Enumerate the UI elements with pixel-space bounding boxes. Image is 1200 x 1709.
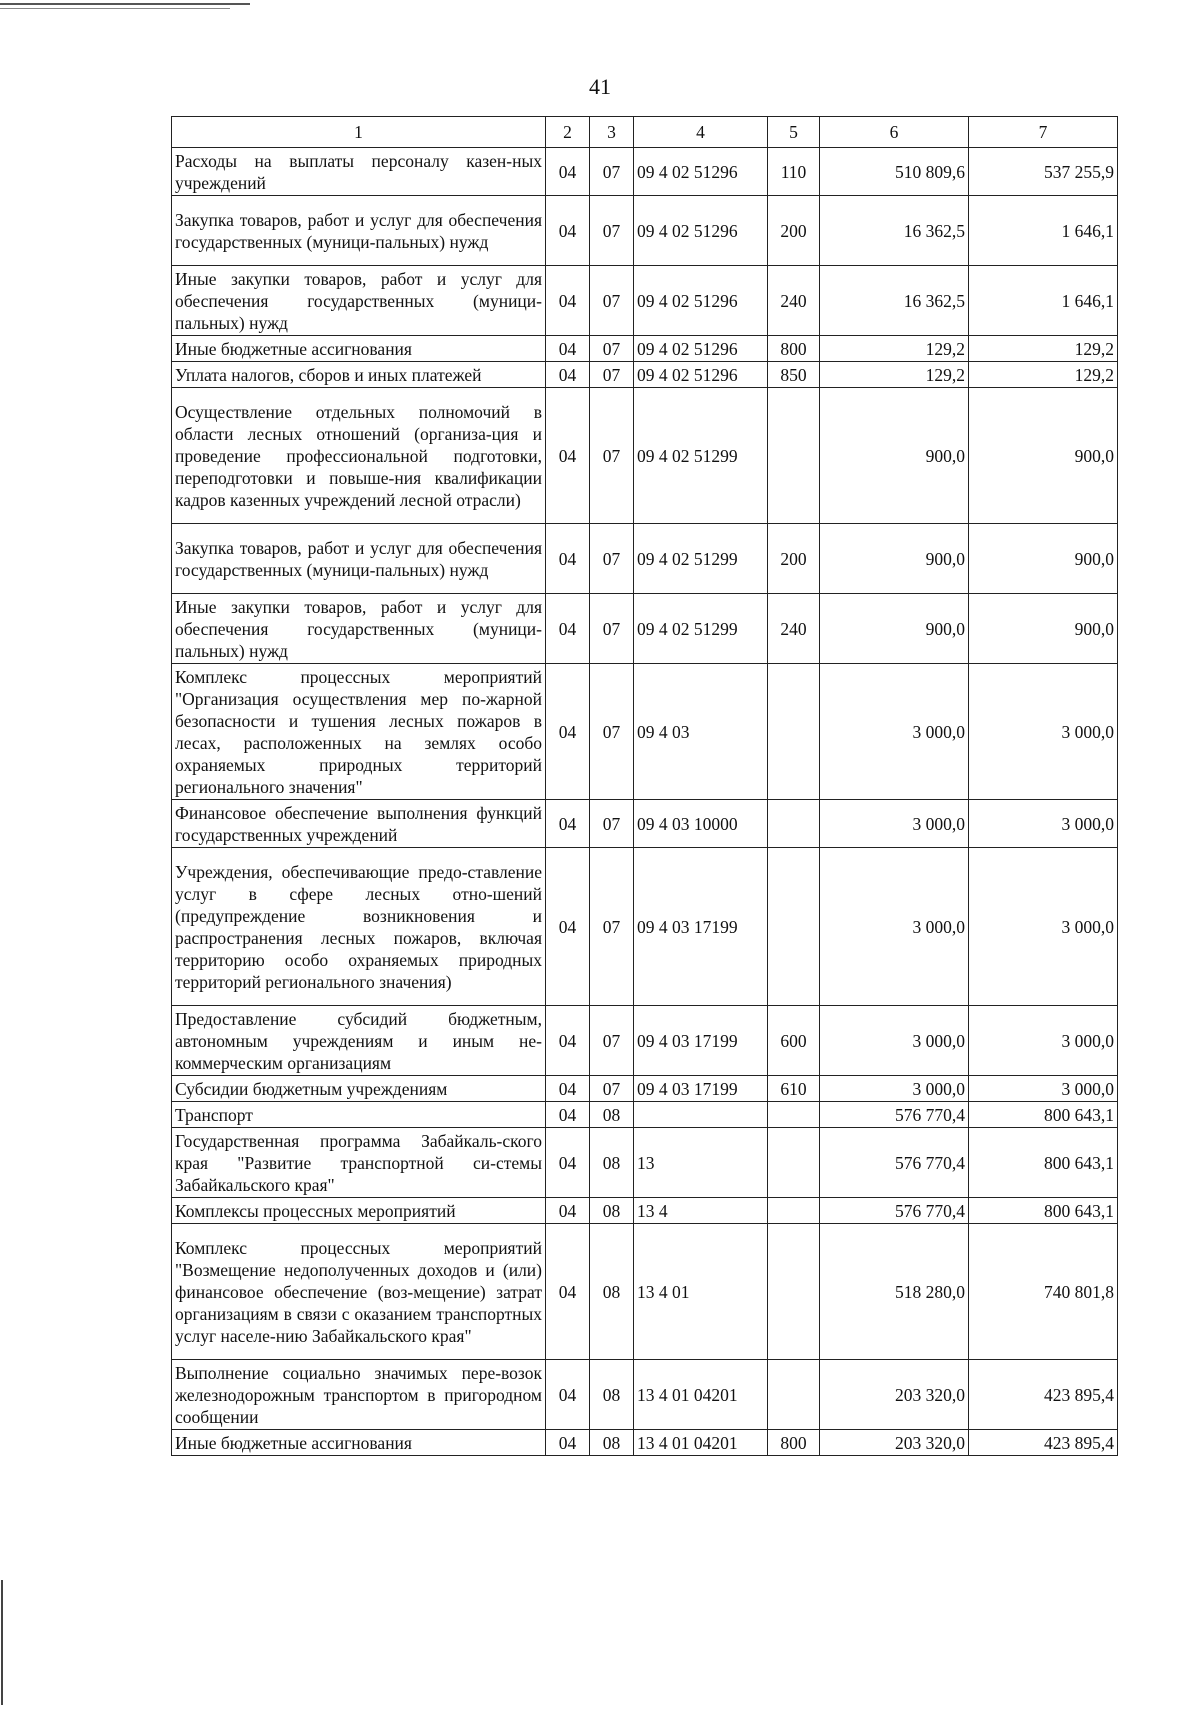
expense-type-cell: 850 — [768, 362, 820, 388]
section-code-cell: 04 — [546, 196, 590, 266]
expense-name-cell: Осуществление отдельных полномочий в области лесных отношений (организа-ция и проведение профессиональной подготовки, переподготовки и повыше-ния квалификации кадров казенных учреждений лесной отрасли) — [172, 388, 546, 524]
expense-name-cell: Комплекс процессных мероприятий "Организация осуществления мер по-жарной безопасности и тушения лесных пожаров в лесах, расположенных на землях особо охраняемых природных территорий регионального значения" — [172, 664, 546, 800]
target-article-cell — [634, 1102, 768, 1128]
expense-type-cell: 800 — [768, 1430, 820, 1456]
subsection-code-cell: 08 — [590, 1102, 634, 1128]
subsection-code-cell: 07 — [590, 594, 634, 664]
subsection-code-cell: 07 — [590, 848, 634, 1006]
table-row — [172, 800, 1118, 848]
table-row — [172, 594, 1118, 664]
table-row — [172, 848, 1118, 1006]
expense-name-cell: Расходы на выплаты персоналу казен-ных учреждений — [172, 148, 546, 196]
section-code-cell: 04 — [546, 664, 590, 800]
section-code-cell: 04 — [546, 1006, 590, 1076]
amount-cell: 900,0 — [820, 388, 969, 524]
target-article-cell: 09 4 02 51296 — [634, 266, 768, 336]
expense-type-cell: 240 — [768, 594, 820, 664]
expense-name-cell: Транспорт — [172, 1102, 546, 1128]
section-code-cell: 04 — [546, 848, 590, 1006]
target-article-cell: 09 4 03 17199 — [634, 1076, 768, 1102]
subsection-code-cell: 07 — [590, 1006, 634, 1076]
header-cell: 3 — [590, 117, 634, 148]
target-article-cell: 09 4 03 10000 — [634, 800, 768, 848]
header-cell: 2 — [546, 117, 590, 148]
section-code-cell: 04 — [546, 1198, 590, 1224]
expense-name-cell: Закупка товаров, работ и услуг для обеспечения государственных (муници-пальных) нужд — [172, 524, 546, 594]
target-article-cell: 09 4 02 51299 — [634, 594, 768, 664]
section-code-cell: 04 — [546, 1128, 590, 1198]
target-article-cell: 09 4 02 51296 — [634, 362, 768, 388]
expense-type-cell — [768, 388, 820, 524]
section-code-cell: 04 — [546, 148, 590, 196]
section-code-cell: 04 — [546, 800, 590, 848]
table-row — [172, 1224, 1118, 1360]
amount-cell: 537 255,9 — [969, 148, 1118, 196]
table-row — [172, 1076, 1118, 1102]
amount-cell: 900,0 — [969, 594, 1118, 664]
expense-type-cell — [768, 800, 820, 848]
table-row — [172, 362, 1118, 388]
header-cell: 6 — [820, 117, 969, 148]
amount-cell: 3 000,0 — [969, 664, 1118, 800]
amount-cell: 129,2 — [969, 362, 1118, 388]
amount-cell: 900,0 — [820, 524, 969, 594]
amount-cell: 16 362,5 — [820, 196, 969, 266]
expense-name-cell: Иные закупки товаров, работ и услуг для обеспечения государственных (муници-пальных) нужд — [172, 266, 546, 336]
amount-cell: 900,0 — [969, 524, 1118, 594]
section-code-cell: 04 — [546, 388, 590, 524]
expense-name-cell: Иные закупки товаров, работ и услуг для обеспечения государственных (муници-пальных) нужд — [172, 594, 546, 664]
target-article-cell: 09 4 02 51296 — [634, 148, 768, 196]
expense-type-cell — [768, 1224, 820, 1360]
amount-cell: 800 643,1 — [969, 1198, 1118, 1224]
subsection-code-cell: 08 — [590, 1198, 634, 1224]
table-row — [172, 1360, 1118, 1430]
table-row — [172, 1198, 1118, 1224]
amount-cell: 203 320,0 — [820, 1360, 969, 1430]
section-code-cell: 04 — [546, 266, 590, 336]
amount-cell: 3 000,0 — [820, 1006, 969, 1076]
section-code-cell: 04 — [546, 336, 590, 362]
amount-cell: 576 770,4 — [820, 1128, 969, 1198]
expense-name-cell: Государственная программа Забайкаль-ского края "Развитие транспортной си-стемы Забайкальского края" — [172, 1128, 546, 1198]
subsection-code-cell: 07 — [590, 388, 634, 524]
subsection-code-cell: 08 — [590, 1430, 634, 1456]
expense-type-cell: 800 — [768, 336, 820, 362]
amount-cell: 576 770,4 — [820, 1102, 969, 1128]
amount-cell: 576 770,4 — [820, 1198, 969, 1224]
expense-type-cell — [768, 664, 820, 800]
subsection-code-cell: 07 — [590, 336, 634, 362]
amount-cell: 3 000,0 — [820, 848, 969, 1006]
section-code-cell: 04 — [546, 1102, 590, 1128]
table-row — [172, 388, 1118, 524]
amount-cell: 129,2 — [820, 362, 969, 388]
target-article-cell: 09 4 02 51296 — [634, 336, 768, 362]
header-row — [172, 117, 1118, 148]
subsection-code-cell: 08 — [590, 1360, 634, 1430]
subsection-code-cell: 08 — [590, 1224, 634, 1360]
subsection-code-cell: 07 — [590, 196, 634, 266]
expense-name-cell: Выполнение социально значимых пере-возок железнодорожным транспортом в пригородном сообщении — [172, 1360, 546, 1430]
expense-type-cell — [768, 1128, 820, 1198]
expense-type-cell — [768, 1360, 820, 1430]
expense-type-cell: 610 — [768, 1076, 820, 1102]
table-row — [172, 1006, 1118, 1076]
target-article-cell: 09 4 02 51299 — [634, 388, 768, 524]
amount-cell: 900,0 — [820, 594, 969, 664]
section-code-cell: 04 — [546, 594, 590, 664]
table-row — [172, 664, 1118, 800]
target-article-cell: 13 4 01 — [634, 1224, 768, 1360]
expense-name-cell: Финансовое обеспечение выполнения функций государственных учреждений — [172, 800, 546, 848]
expense-name-cell: Иные бюджетные ассигнования — [172, 1430, 546, 1456]
subsection-code-cell: 07 — [590, 524, 634, 594]
subsection-code-cell: 07 — [590, 800, 634, 848]
subsection-code-cell: 08 — [590, 1128, 634, 1198]
amount-cell: 800 643,1 — [969, 1128, 1118, 1198]
section-code-cell: 04 — [546, 1224, 590, 1360]
target-article-cell: 13 4 — [634, 1198, 768, 1224]
section-code-cell: 04 — [546, 1360, 590, 1430]
amount-cell: 800 643,1 — [969, 1102, 1118, 1128]
expense-type-cell: 200 — [768, 196, 820, 266]
amount-cell: 423 895,4 — [969, 1360, 1118, 1430]
scan-edge-line — [0, 8, 230, 9]
target-article-cell: 09 4 02 51299 — [634, 524, 768, 594]
section-code-cell: 04 — [546, 1076, 590, 1102]
amount-cell: 129,2 — [820, 336, 969, 362]
subsection-code-cell: 07 — [590, 1076, 634, 1102]
subsection-code-cell: 07 — [590, 664, 634, 800]
table-row — [172, 148, 1118, 196]
amount-cell: 510 809,6 — [820, 148, 969, 196]
header-cell: 5 — [768, 117, 820, 148]
budget-table — [171, 116, 1118, 1456]
expense-type-cell: 600 — [768, 1006, 820, 1076]
table-row — [172, 1430, 1118, 1456]
amount-cell: 3 000,0 — [820, 1076, 969, 1102]
target-article-cell: 09 4 03 17199 — [634, 848, 768, 1006]
page-number: 41 — [589, 74, 611, 99]
amount-cell: 3 000,0 — [820, 664, 969, 800]
amount-cell: 3 000,0 — [969, 1006, 1118, 1076]
amount-cell: 3 000,0 — [820, 800, 969, 848]
section-code-cell: 04 — [546, 1430, 590, 1456]
expense-type-cell: 200 — [768, 524, 820, 594]
table-row — [172, 336, 1118, 362]
expense-name-cell: Комплекс процессных мероприятий "Возмещение недополученных доходов и (или) финансовое обеспечение (воз-мещение) затрат организациям в связи с оказанием транспортных услуг населе-нию Забайкальского края" — [172, 1224, 546, 1360]
amount-cell: 16 362,5 — [820, 266, 969, 336]
header-cell: 7 — [969, 117, 1118, 148]
expense-type-cell — [768, 1198, 820, 1224]
target-article-cell: 13 4 01 04201 — [634, 1430, 768, 1456]
amount-cell: 3 000,0 — [969, 848, 1118, 1006]
header-cell: 4 — [634, 117, 768, 148]
target-article-cell: 09 4 03 17199 — [634, 1006, 768, 1076]
section-code-cell: 04 — [546, 524, 590, 594]
target-article-cell: 13 — [634, 1128, 768, 1198]
expense-name-cell: Учреждения, обеспечивающие предо-ставление услуг в сфере лесных отно-шений (предупреждение возникновения и распространения лесных пожаров, включая территорию особо охраняемых природных территорий регионального значения) — [172, 848, 546, 1006]
amount-cell: 900,0 — [969, 388, 1118, 524]
amount-cell: 1 646,1 — [969, 196, 1118, 266]
target-article-cell: 13 4 01 04201 — [634, 1360, 768, 1430]
amount-cell: 518 280,0 — [820, 1224, 969, 1360]
subsection-code-cell: 07 — [590, 362, 634, 388]
amount-cell: 423 895,4 — [969, 1430, 1118, 1456]
expense-type-cell — [768, 848, 820, 1006]
table-row — [172, 1128, 1118, 1198]
header-cell: 1 — [172, 117, 546, 148]
scan-edge-line — [0, 3, 250, 5]
expense-name-cell: Закупка товаров, работ и услуг для обеспечения государственных (муници-пальных) нужд — [172, 196, 546, 266]
table-row — [172, 1102, 1118, 1128]
expense-type-cell: 110 — [768, 148, 820, 196]
amount-cell: 129,2 — [969, 336, 1118, 362]
subsection-code-cell: 07 — [590, 266, 634, 336]
amount-cell: 1 646,1 — [969, 266, 1118, 336]
table-row — [172, 196, 1118, 266]
amount-cell: 203 320,0 — [820, 1430, 969, 1456]
amount-cell: 3 000,0 — [969, 800, 1118, 848]
expense-type-cell — [768, 1102, 820, 1128]
amount-cell: 3 000,0 — [969, 1076, 1118, 1102]
expense-name-cell: Субсидии бюджетным учреждениям — [172, 1076, 546, 1102]
expense-name-cell: Предоставление субсидий бюджетным, автономным учреждениям и иным не-коммерческим организациям — [172, 1006, 546, 1076]
expense-name-cell: Иные бюджетные ассигнования — [172, 336, 546, 362]
table-body — [172, 148, 1118, 1456]
expense-type-cell: 240 — [768, 266, 820, 336]
expense-name-cell: Комплексы процессных мероприятий — [172, 1198, 546, 1224]
expense-name-cell: Уплата налогов, сборов и иных платежей — [172, 362, 546, 388]
section-code-cell: 04 — [546, 362, 590, 388]
table-row — [172, 266, 1118, 336]
target-article-cell: 09 4 02 51296 — [634, 196, 768, 266]
amount-cell: 740 801,8 — [969, 1224, 1118, 1360]
target-article-cell: 09 4 03 — [634, 664, 768, 800]
table-row — [172, 524, 1118, 594]
subsection-code-cell: 07 — [590, 148, 634, 196]
scan-edge-line — [1, 1580, 3, 1705]
